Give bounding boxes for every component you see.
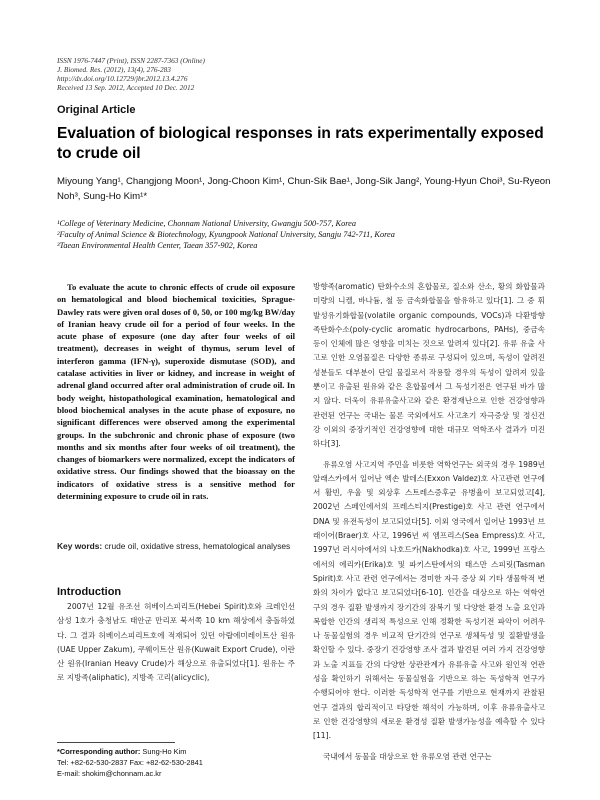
body-paragraph-1: 방향족(aromatic) 탄화수소의 혼합물로, 질소와 산소, 황의 화합물과 미량의 니켈, 바나듐, 철 등 금속화합물을 함유하고 있다[1]. 그 중 휘발성유기화합물(volatile organic compounds, VOCs)과 다환방향족탄화수소(poly-cyclic aromatic hydrocarbons, PAHs), 중금속 등이 인체에 많은 영향을 미치는 것으로 알려져 있다[2]. 유류 유출 사고로 인한 오염물질은 다양한 종류로 구성되어 있으며, 독성이 알려진 성분들도 대부분이 단일 물질로서 작용할 경우의 독성이 알려져 있을 뿐이고 유출된 원유와 같은 혼합물에서 그 독성기전은 연구된 바가 많지 않다. 더욱이 유류유출사고와 같은 환경재난으로 인한 건강영향과 관련된 연구는 국내는 물론 국외에서도 사고초기 자극증상 및 정신건강 이외의 중장기적인 건강영향에 대한 대규모 역학조사 결과가 미진하다[3]. (313, 282, 545, 449)
paper-title: Evaluation of biological responses in rats experimentally exposed to crude oil (57, 125, 544, 162)
doi-link[interactable]: http://dx.doi.org/10.12729/jbr.2012.13.4.276 (57, 74, 188, 83)
keywords-block (57, 540, 295, 552)
author-list: Miyoung Yang¹, Changjong Moon¹, Jong-Choon Kim¹, Chun-Sik Bae¹, Jong-Sik Jang², Young-Hyun Choi³, Su-Ryeon Noh³, Sung-Ho Kim¹* (57, 176, 551, 202)
tel-fax: Tel: +82-62-530-2837 Fax: +82-62-530-2841 (57, 758, 203, 767)
journal-meta (57, 56, 205, 92)
corresponding-name: Sung-Ho Kim (142, 747, 187, 756)
section-heading-introduction: Introduction (57, 586, 122, 598)
journal-citation: J. Biomed. Res. (2012), 13(4), 276-283 (57, 65, 171, 74)
body-paragraph-3: 국내에서 동물을 대상으로 한 유류오염 관련 연구는 (323, 751, 492, 761)
affiliation-2: ²Faculty of Animal Science & Biotechnology, Kyungpook National University, Sangju 742-711, Korea (57, 230, 395, 239)
intro-paragraph: 2007년 12월 유조선 허베이스피리트(Hebei Spirit)호와 크레인선 삼성 1호가 충청남도 태안군 만리포 북서쪽 10 km 해상에서 충돌하였다. 그 결과 허베이스피리트호에 적재되어 있던 아랍에미레이트산 원유(UAE Upper Zakum), 쿠웨이트산 원유(Kuwait Export Crude), 이란산 원유(Iranian Heavy Crude)가 해상으로 유출되었다[1]. 원유는 주로 지방족(aliphatic), 지방족 고리(alicyclic), (57, 602, 295, 683)
corresponding-label: *Corresponding author: (57, 747, 141, 756)
abstract: To evaluate the acute to chronic effects of crude oil exposure on hematological and blood biochemical toxicities, Sprague-Dawley rats were given oral doses of 0, 50, or 100 mg/kg BW/day of Iranian heavy crude oil for a period of four weeks. In the acute phase of exposure (one day after four weeks of oil treatment), decreases in weight of thymus, serum level of interferon gamma (IFN-γ), superoxide dismutase (SOD), and catalase activities in liver or kidney, and increase in weight of adrenal gland occurred after oral administration of crude oil. In body weight, histopathological examination, hematological and blood biochemical analyses in the acute phase of exposure, no significant differences were observed among the experimental groups. In the subchronic and chronic phase of exposure (two months and six months after four weeks of oil treatment), the changes of biomarkers were normalized, except the indicators of oxidative stress. Our findings showed that the bioassay on the indicators of oxidative stress is a sensitive method for determining exposure to crude oil in rats. (57, 282, 295, 502)
received-accepted-dates: Received 13 Sep. 2012, Accepted 10 Dec. 2012 (57, 83, 195, 92)
email-address[interactable]: E-mail: shokim@chonnam.ac.kr (57, 769, 162, 778)
affiliations (57, 218, 557, 251)
corresponding-author-footnote (57, 746, 295, 779)
right-column-body (313, 280, 545, 796)
introduction-text (57, 600, 295, 712)
footnote-divider (57, 742, 175, 743)
affiliation-1: ¹College of Veterinary Medicine, Chonnam National University, Gwangju 500-757, Korea (57, 219, 356, 228)
keywords-text: crude oil, oxidative stress, hematological analyses (104, 541, 291, 551)
issn-line: ISSN 1976-7447 (Print), ISSN 2287-7363 (Online) (57, 56, 205, 65)
body-paragraph-2: 유류오염 사고지역 주민을 비롯한 역학연구는 외국의 경우 1989년 알래스카에서 일어난 엑손 발데스(Exxon Valdez)호 사고관련 연구에서 활빈, 우울 및 외상후 스트레스증후군 유병율이 보고되었고[4], 2002년 스페인에서의 프레스티지(Prestige)호 사고 관련 연구에서 DNA 및 유전독성이 보고되었다[5]. 이외 영국에서 일어난 1993년 브래이어(Braer)호 사고, 1996년 씨 엠프리스(Sea Empress)호 사고, 1997년 러시아에서의 나호드카(Nakhodka)호 사고, 1999년 프랑스에서의 에리카(Erika)호 및 파키스탄에서의 태스만 스피릿(Tasman Spirit)호 사고 관련 연구에서는 경미한 자극 증상 외 기타 생물학적 변화의 차이가 없다고 보고되었다[6-10]. 인간을 대상으로 하는 역학연구의 경우 질환 발생까지 장기간의 잠복기 및 다양한 환경 노출 요인과 복합한 인간의 생리적 특성으로 인해 정확한 독성기전 파악이 어려우나 동물실험의 경우 비교적 단기간의 연구로 생체독성 및 질환발생을 확인할 수 있다. 중장기 건강영향 조사 결과 발견된 여러 가지 건강영향과 노출 지표들 간의 다양한 상관관계가 유류유출 사고와 원인적 연관성을 확인하기 위해서는 동물실험을 기반으로 하는 독성학적 연구가 수행되어야 한다. 이러한 독성학적 연구를 기반으로 현재까지 관찰된 연구 결과의 합리적이고 타당한 해석이 가능하며, 이후 유류유출사고로 인한 건강영향의 새로운 환경성 질환 발생가능성을 예측할 수 있다[11]. (313, 459, 545, 741)
affiliation-3: ³Taean Environmental Health Center, Taean 357-902, Korea (57, 241, 258, 250)
article-type: Original Article (57, 104, 136, 116)
keywords-label: Key words: (57, 541, 103, 551)
